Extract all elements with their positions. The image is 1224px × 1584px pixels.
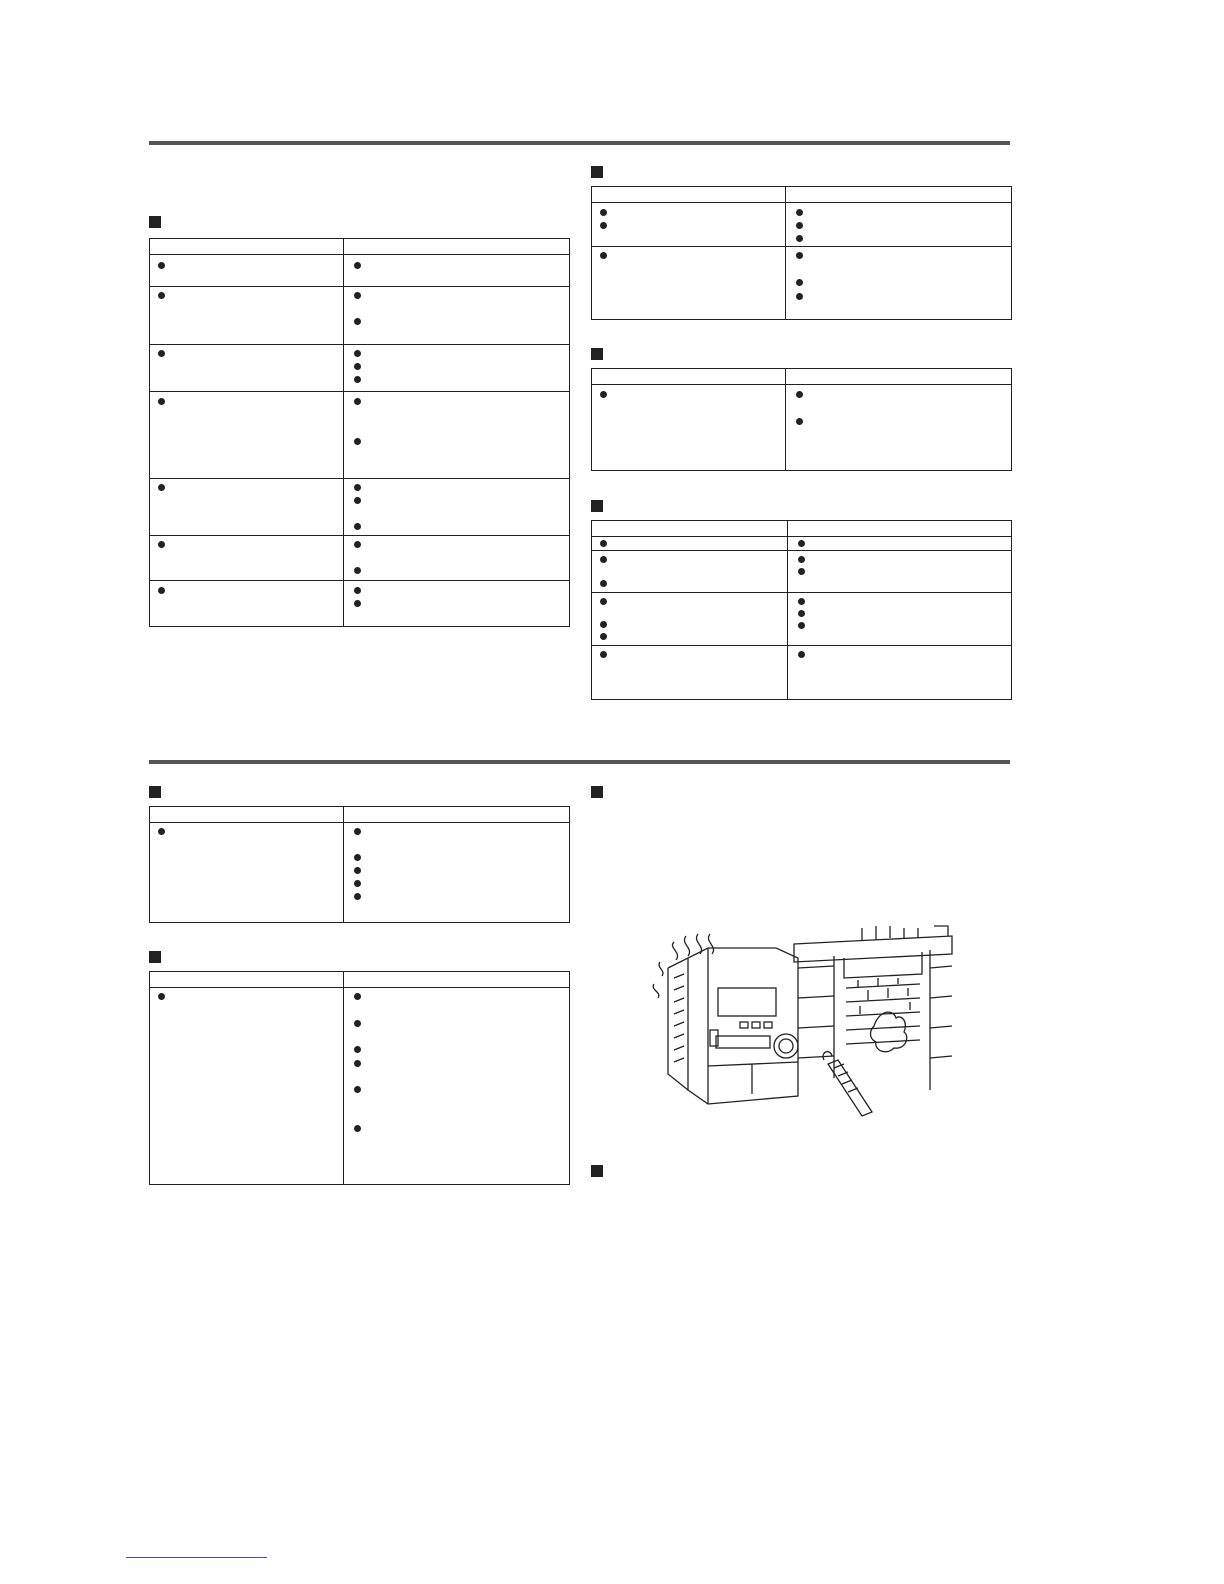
- section-marker-1: [149, 216, 161, 228]
- bullet-icon: [158, 993, 165, 1000]
- bullet-icon: [158, 398, 165, 405]
- bullet-icon: [798, 598, 805, 605]
- bullet-icon: [796, 293, 803, 300]
- troubleshooting-table-3: [591, 368, 1012, 471]
- bullet-icon: [796, 209, 803, 216]
- troubleshooting-table-1: [149, 238, 570, 627]
- bullet-icon: [354, 292, 361, 299]
- bullet-icon: [600, 252, 607, 259]
- bullet-icon: [798, 610, 805, 617]
- table-row: [150, 581, 570, 627]
- bullet-icon: [354, 398, 361, 405]
- troubleshooting-table-2: [591, 186, 1012, 320]
- bullet-icon: [796, 252, 803, 259]
- bullet-icon: [354, 523, 361, 530]
- bullet-icon: [600, 540, 607, 547]
- table-header: [592, 369, 1012, 385]
- bullet-icon: [158, 292, 165, 299]
- bullet-icon: [354, 1125, 361, 1132]
- bullet-icon: [158, 350, 165, 357]
- table-row: [150, 255, 570, 287]
- bullet-icon: [158, 262, 165, 269]
- table-row: [592, 551, 1012, 593]
- bullet-icon: [798, 622, 805, 629]
- bullet-icon: [796, 222, 803, 229]
- table-row: [592, 385, 1012, 471]
- bullet-icon: [354, 1060, 361, 1067]
- section-marker-5: [149, 786, 161, 798]
- bullet-icon: [158, 541, 165, 548]
- bullet-icon: [600, 209, 607, 216]
- top-rule: [149, 141, 1010, 145]
- bullet-icon: [354, 376, 361, 383]
- bullet-icon: [354, 1086, 361, 1093]
- bullet-icon: [354, 541, 361, 548]
- bullet-icon: [798, 540, 805, 547]
- table-row: [592, 646, 1012, 700]
- stereo-system-near-fireplace-illustration: [648, 918, 958, 1128]
- table-header: [150, 239, 570, 255]
- bullet-icon: [354, 497, 361, 504]
- bullet-icon: [354, 1046, 361, 1053]
- bullet-icon: [600, 598, 607, 605]
- bullet-icon: [354, 262, 361, 269]
- footer-link-underline: [126, 1557, 267, 1558]
- bullet-icon: [354, 350, 361, 357]
- section-marker-6: [149, 951, 161, 963]
- table-row: [150, 392, 570, 479]
- bullet-icon: [354, 363, 361, 370]
- section-marker-2: [591, 166, 603, 178]
- middle-rule: [149, 760, 1010, 764]
- bullet-icon: [354, 567, 361, 574]
- bullet-icon: [600, 222, 607, 229]
- bullet-icon: [354, 438, 361, 445]
- table-row: [150, 988, 570, 1185]
- table-row: [592, 593, 1012, 646]
- bullet-icon: [158, 587, 165, 594]
- bullet-icon: [354, 1020, 361, 1027]
- bullet-icon: [600, 621, 607, 628]
- table-header: [150, 807, 570, 823]
- bullet-icon: [798, 556, 805, 563]
- bullet-icon: [798, 568, 805, 575]
- bullet-icon: [354, 854, 361, 861]
- bullet-icon: [600, 391, 607, 398]
- bullet-icon: [796, 391, 803, 398]
- table-row: [592, 247, 1012, 320]
- bullet-icon: [796, 235, 803, 242]
- table-row: [150, 345, 570, 392]
- bullet-icon: [158, 828, 165, 835]
- table-header: [592, 521, 1012, 537]
- bullet-icon: [354, 828, 361, 835]
- table-header: [150, 972, 570, 988]
- table-row: [150, 536, 570, 581]
- section-marker-3: [591, 348, 603, 360]
- bullet-icon: [354, 484, 361, 491]
- bullet-icon: [600, 633, 607, 640]
- table-row: [150, 287, 570, 345]
- troubleshooting-table-4: [591, 520, 1012, 700]
- section-marker-4: [591, 500, 603, 512]
- table-row: [592, 203, 1012, 247]
- bullet-icon: [354, 587, 361, 594]
- section-marker-8: [591, 1165, 603, 1177]
- bullet-icon: [600, 556, 607, 563]
- troubleshooting-table-5: [149, 806, 570, 923]
- table-row: [150, 479, 570, 536]
- bullet-icon: [354, 600, 361, 607]
- troubleshooting-table-6: [149, 971, 570, 1185]
- bullet-icon: [158, 484, 165, 491]
- section-marker-7: [591, 786, 603, 798]
- bullet-icon: [354, 880, 361, 887]
- bullet-icon: [600, 651, 607, 658]
- bullet-icon: [354, 893, 361, 900]
- bullet-icon: [354, 867, 361, 874]
- bullet-icon: [600, 580, 607, 587]
- bullet-icon: [798, 651, 805, 658]
- bullet-icon: [796, 279, 803, 286]
- table-row: [592, 537, 1012, 551]
- table-row: [150, 823, 570, 923]
- bullet-icon: [796, 418, 803, 425]
- table-header: [592, 187, 1012, 203]
- bullet-icon: [354, 318, 361, 325]
- bullet-icon: [354, 993, 361, 1000]
